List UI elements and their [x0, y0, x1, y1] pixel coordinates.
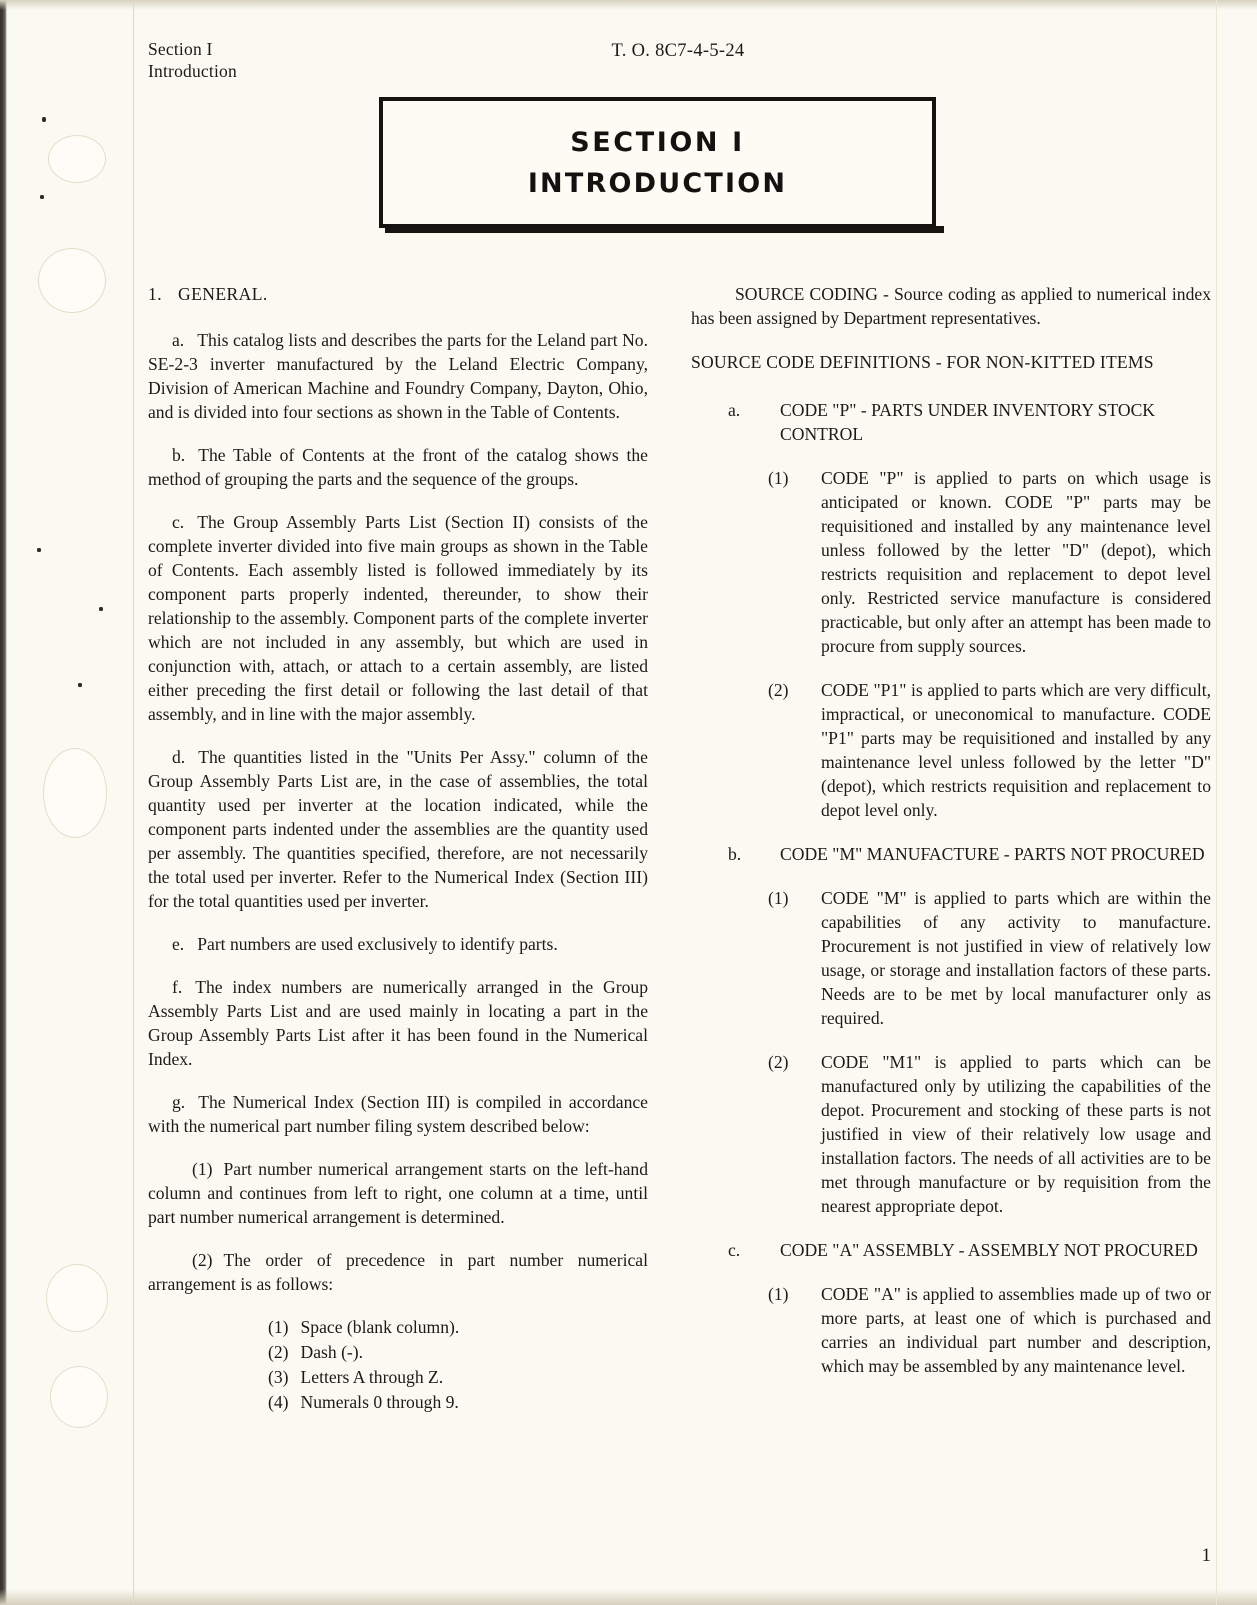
scan-speck — [78, 683, 82, 687]
paragraph-e — [148, 932, 648, 956]
code-m1-item-2 — [691, 1050, 1211, 1218]
list-item — [148, 1315, 648, 1339]
code-p-item-1-text: CODE "P" is applied to parts on which usage is anticipated or known. CODE "P" parts may be requisitioned and installed by any maintenance level unless followed by the letter "D" (depot), which restricts requisition and replacement to depot level only. Restricted service manufacture is considered practicable, but only after an attempt has been made to procure from supply sources. — [821, 468, 1211, 656]
code-p1-item-2 — [691, 678, 1211, 822]
code-section-c-title: CODE "A" ASSEMBLY - ASSEMBLY NOT PROCURED — [780, 1240, 1198, 1260]
section-title-box — [379, 97, 936, 228]
source-code-definitions-heading: SOURCE CODE DEFINITIONS - FOR NON-KITTED ITEMS — [691, 352, 1154, 372]
precedence-list — [148, 1315, 648, 1414]
precedence-item-1-text: Space (blank column). — [300, 1317, 460, 1337]
code-section-c-marker: c. — [728, 1240, 741, 1260]
code-a-item-1-text: CODE "A" is applied to assemblies made up of two or more parts, at least one of which is purchased and carries an individual part number and description, which may be assembled by any maintenance level. — [821, 1284, 1211, 1376]
header-tech-order-number: T. O. 8C7-4-5-24 — [611, 41, 745, 61]
header-section-label: Section I — [148, 39, 213, 59]
paragraph-e-marker: e. — [172, 934, 185, 954]
code-a-item-1-marker: (1) — [768, 1284, 789, 1304]
scan-fold-line-left — [133, 0, 134, 1605]
code-m-item-1-marker: (1) — [768, 888, 789, 908]
source-coding-paragraph: SOURCE CODING - Source coding as applied to numerical index has been assigned by Department representatives. — [691, 284, 1211, 328]
precedence-item-4-marker: (4) — [268, 1392, 289, 1412]
paragraph-d-marker: d. — [172, 747, 186, 767]
punch-hole — [50, 1366, 108, 1428]
code-section-a-marker: a. — [728, 400, 741, 420]
numbered-item-2-text: The order of precedence in part number numerical arrangement is as follows: — [148, 1250, 648, 1294]
scan-edge-shadow-bottom — [0, 1589, 1257, 1605]
code-m1-item-2-text: CODE "M1" is applied to parts which can be manufactured only by utilizing the capabilities of the depot. Procurement and stocking of these parts is not justified in view of their relatively low usage and installation factors. The needs of all activities are to be met through manufacture or by requisition from the nearest appropriate depot. — [821, 1052, 1211, 1216]
paragraph-c — [148, 510, 648, 726]
precedence-item-2-text: Dash (-). — [300, 1342, 364, 1362]
code-section-b-heading — [691, 842, 1211, 866]
punch-hole — [46, 1264, 108, 1332]
code-p-item-1-marker: (1) — [768, 468, 789, 488]
numbered-item-2-marker: (2) — [192, 1250, 213, 1270]
right-column — [691, 282, 1211, 1398]
code-m-item-1-text: CODE "M" is applied to parts which are within the capabilities of any activity to manufacture. Procurement is not justified in view of relatively low usage, or storage and installation factors of these parts. Needs are to be met by local manufacturer only as required. — [821, 888, 1211, 1028]
code-section-a-heading — [691, 398, 1211, 446]
paragraph-a — [148, 328, 648, 424]
paragraph-a-marker: a. — [172, 330, 185, 350]
numbered-item-1 — [148, 1157, 648, 1229]
code-p1-item-2-marker: (2) — [768, 680, 789, 700]
code-p1-item-2-text: CODE "P1" is applied to parts which are very difficult, impractical, or uneconomical to manufacture. CODE "P1" parts may be requisitioned and installed by any maintenance level unless followed by the letter "D" (depot), which restricts requisition and replacement to depot level only. — [821, 680, 1211, 820]
numbered-item-2 — [148, 1248, 648, 1296]
paragraph-b — [148, 443, 648, 491]
code-section-a-title: CODE "P" - PARTS UNDER INVENTORY STOCK CONTROL — [780, 400, 1156, 444]
scan-speck — [37, 548, 41, 552]
punch-hole — [48, 135, 106, 183]
list-item — [148, 1390, 648, 1414]
scan-speck — [99, 607, 103, 611]
punch-hole — [38, 248, 106, 313]
general-heading — [148, 282, 648, 306]
header-subsection-label: Introduction — [148, 61, 237, 81]
code-section-c-heading — [691, 1238, 1211, 1262]
left-column — [148, 282, 648, 1415]
precedence-item-2-marker: (2) — [268, 1342, 289, 1362]
precedence-item-1-marker: (1) — [268, 1317, 289, 1337]
code-section-b-marker: b. — [728, 844, 742, 864]
page-number: 1 — [1201, 1545, 1211, 1566]
paragraph-b-marker: b. — [172, 445, 186, 465]
precedence-item-4-text: Numerals 0 through 9. — [300, 1392, 459, 1412]
code-m-item-1 — [691, 886, 1211, 1030]
paragraph-d-text: The quantities listed in the "Units Per Assy." column of the Group Assembly Parts List are, in the case of assemblies, the total quantity used per inverter at the location indicated, while the component parts indented under the assemblies are the quantity used per assembly. The quantities specified, therefore, are not necessarily the total used per inverter. Refer to the Numerical Index (Section III) for the total quantities used per inverter. — [148, 747, 648, 911]
numbered-item-1-text: Part number numerical arrangement starts on the left-hand column and continues from left to right, one column at a time, until part number numerical arrangement is determined. — [148, 1159, 648, 1227]
paragraph-g — [148, 1090, 648, 1138]
code-p-item-1 — [691, 466, 1211, 658]
scan-binding-edge — [0, 0, 7, 1605]
paragraph-c-marker: c. — [172, 512, 185, 532]
precedence-item-3-text: Letters A through Z. — [300, 1367, 444, 1387]
numbered-item-1-marker: (1) — [192, 1159, 213, 1179]
general-heading-text: GENERAL. — [178, 284, 268, 304]
paragraph-g-text: The Numerical Index (Section III) is compiled in accordance with the numerical part number filing system described below: — [148, 1092, 648, 1136]
list-item — [148, 1365, 648, 1389]
paragraph-f-marker: f. — [172, 977, 183, 997]
code-m1-item-2-marker: (2) — [768, 1052, 789, 1072]
scan-speck — [40, 195, 44, 199]
code-a-item-1 — [691, 1282, 1211, 1378]
code-section-b-title: CODE "M" MANUFACTURE - PARTS NOT PROCURED — [780, 844, 1205, 864]
paragraph-a-text: This catalog lists and describes the parts for the Leland part No. SE-2-3 inverter manufactured by the Leland Electric Company, Division of American Machine and Foundry Company, Dayton, Ohio, and is divided into four sections as shown in the Table of Contents. — [148, 330, 648, 422]
general-heading-marker: 1. — [148, 284, 162, 304]
scan-edge-shadow-top — [0, 0, 1257, 10]
paragraph-d — [148, 745, 648, 913]
section-title-line-2: INTRODUCTION — [527, 167, 788, 199]
paragraph-b-text: The Table of Contents at the front of the catalog shows the method of grouping the parts and the sequence of the groups. — [148, 445, 648, 489]
scan-fold-line-right — [1216, 0, 1217, 1605]
paragraph-c-text: The Group Assembly Parts List (Section II) consists of the complete inverter divided into five main groups as shown in the Table of Contents. Each assembly listed is followed immediately by its component parts properly indented, thereunder, to show their relationship to the assembly. Component parts of the complete inverter which are not included in any assembly, but which are used in conjunction with, attach, or attach to a certain assembly, are listed either preceding the first detail or following the last detail of that assembly, and in line with the major assembly. — [148, 512, 648, 724]
section-title-line-1: SECTION I — [570, 126, 745, 158]
scan-speck — [42, 117, 46, 122]
paragraph-f — [148, 975, 648, 1071]
precedence-item-3-marker: (3) — [268, 1367, 289, 1387]
punch-hole — [43, 748, 107, 838]
list-item — [148, 1340, 648, 1364]
paragraph-e-text: Part numbers are used exclusively to identify parts. — [197, 934, 558, 954]
paragraph-g-marker: g. — [172, 1092, 186, 1112]
paragraph-f-text: The index numbers are numerically arranged in the Group Assembly Parts List and are used mainly in locating a part in the Group Assembly Parts List after it has been found in the Numerical Index. — [148, 977, 648, 1069]
